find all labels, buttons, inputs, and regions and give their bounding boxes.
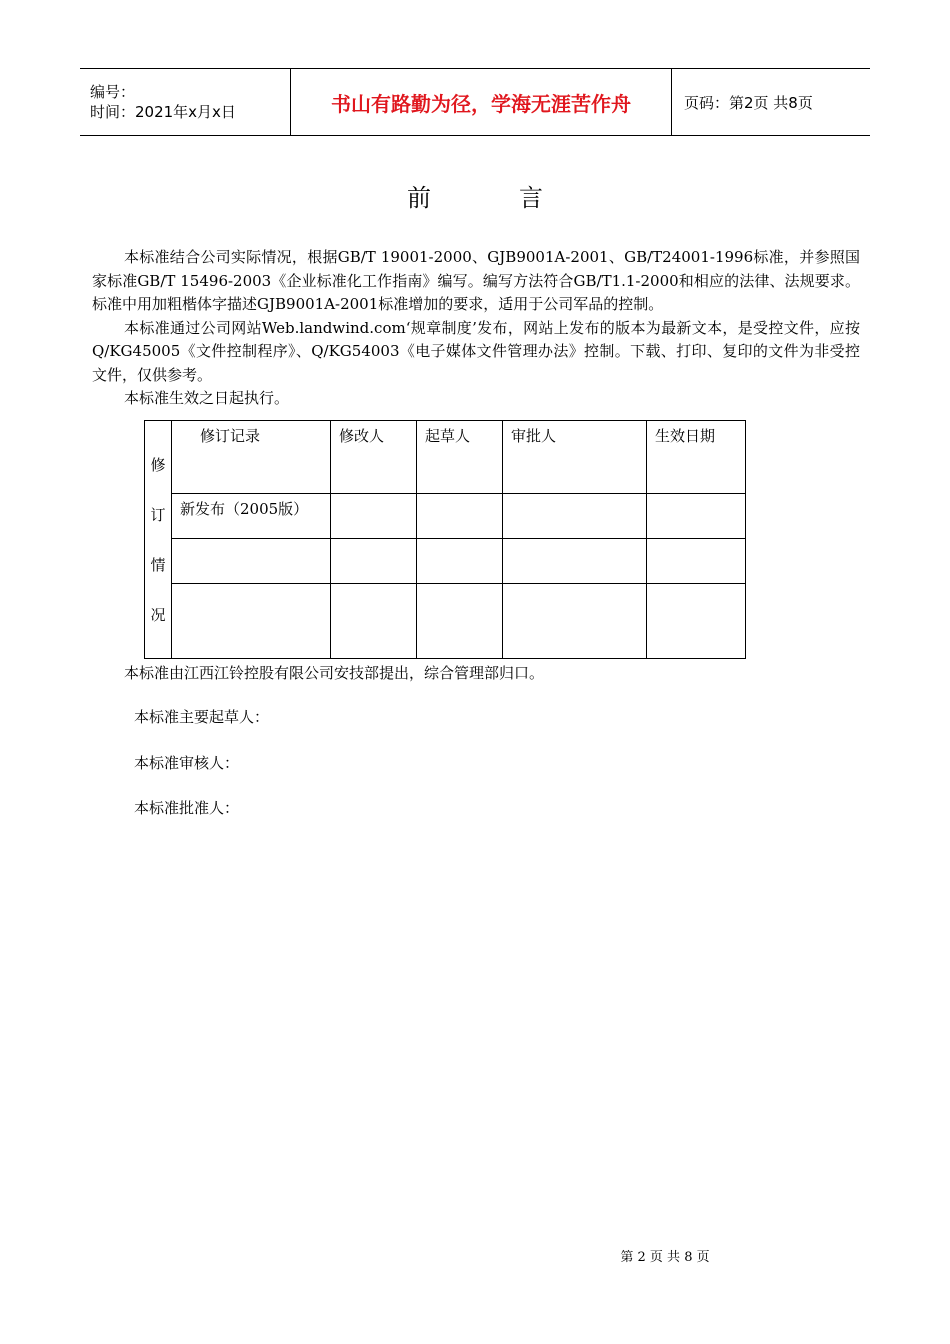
side-char-1: 修 [150,455,166,474]
header-page-info: 页码：第2页 共8页 [684,93,813,112]
row1-record: 新发布（2005版） [172,494,331,539]
revision-table [144,420,746,659]
table-row [145,584,746,659]
side-char-3: 情 [150,555,166,574]
side-char-2: 订 [150,505,166,524]
header-motto: 书山有路勤为径，学海无涯苦作舟 [291,69,672,136]
intro-paragraph-2: 本标准通过公司网站Web.landwind.com‘规章制度’发布，网站上发布的版本为最新文本，是受控文件，应按Q/KG45005《文件控制程序》、Q/KG54003《电子媒体文件管理办法》控制。下载、打印、复印的文件为非受控文件，仅供参考。 [92,318,860,384]
title-char-1: 前 [407,184,431,212]
reviewer-line: 本标准审核人： [134,754,240,772]
intro-paragraph-1: 本标准结合公司实际情况，根据GB/T 19001-2000、GJB9001A-2001、GB/T24001-1996标准，并参照国家标准GB/T 15496-2003《企业标准化工作指南》编写。编写方法符合GB/T1.1-2000和相应的法律、法规要求。标准中用加粗楷体字描述GJB9001A-2001标准增加的要求，适用于公司军品的控制。 [92,248,860,313]
header-cell-record: 修订记录 [172,421,331,494]
header-cell-effective-date: 生效日期 [647,421,746,494]
side-char-4: 况 [150,605,166,624]
header-cell-drafter: 起草人 [417,421,503,494]
approver-line: 本标准批准人： [134,799,240,817]
header-cell-approver: 审批人 [503,421,647,494]
document-number-label: 编号： [90,83,136,101]
drafter-line: 本标准主要起草人： [134,708,270,726]
page-footer: 第 2 页 共 8 页 [620,1250,710,1265]
page-title [0,178,950,213]
document-time-label: 时间：2021年x月x日 [90,103,236,121]
table-row [145,539,746,584]
intro-section [92,246,860,411]
proposed-statement: 本标准由江西江铃控股有限公司安技部提出，综合管理部归口。 [124,664,545,682]
document-header [80,68,870,136]
header-cell-modifier: 修改人 [331,421,417,494]
title-char-2: 言 [519,184,543,212]
revision-side-label [145,421,172,659]
header-meta [80,69,291,136]
intro-paragraph-3: 本标准生效之日起执行。 [124,389,290,407]
table-row [145,494,746,539]
